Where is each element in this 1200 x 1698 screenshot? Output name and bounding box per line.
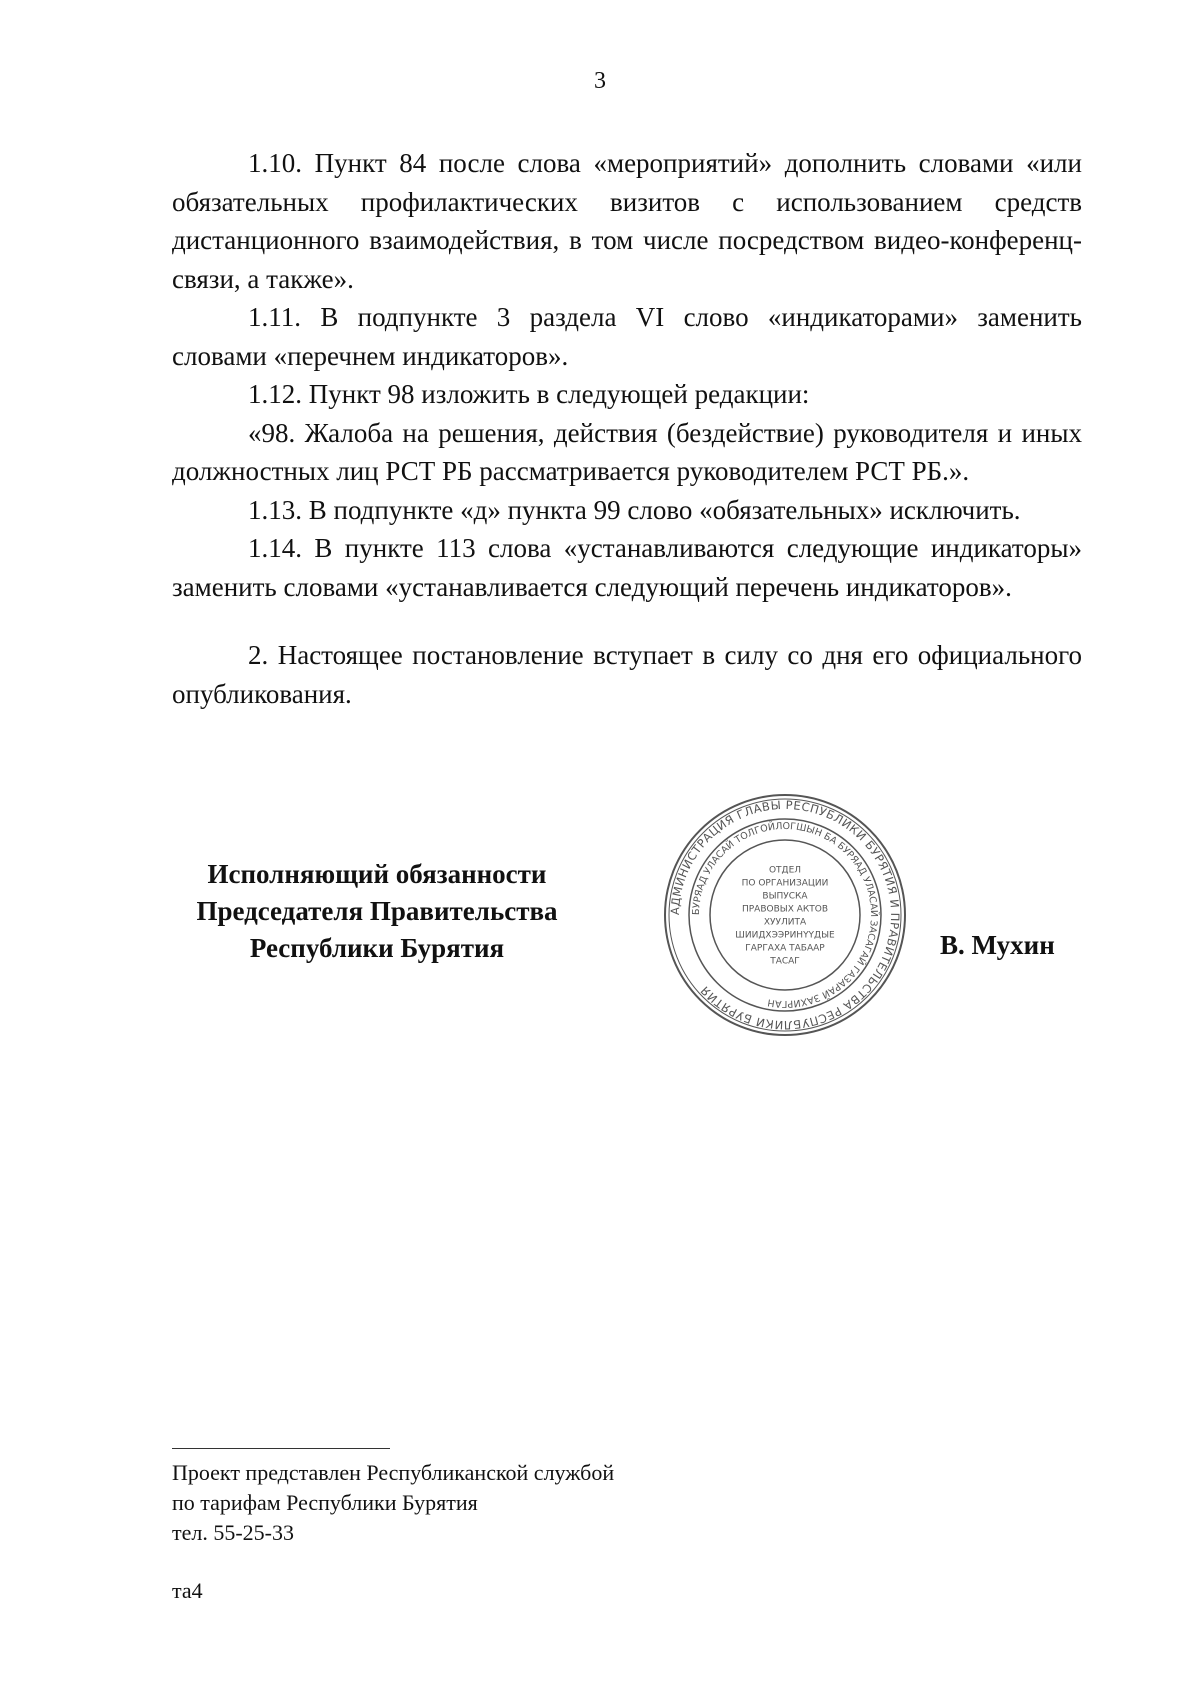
seal-inner-ring-text: БУРЯАД УЛАСАЙ ТОЛГОЙЛОГШЫН БА БУРЯАД УЛАСАЙ ЗАСАГАЙ ГАЗАРАЙ ЗАХИРГАН xyxy=(690,820,880,1010)
paragraph-98-quote: «98. Жалоба на решения, действия (бездействие) руководителя и иных должностных лиц РСТ РБ рассматривается руководителем РСТ РБ.». xyxy=(172,417,1082,486)
document-code: та4 xyxy=(172,1578,203,1603)
paragraph-1-13: 1.13. В подпункте «д» пункта 99 слово «обязательных» исключить. xyxy=(248,494,1021,525)
footnote-line-2: по тарифам Республики Бурятия xyxy=(172,1490,478,1515)
seal-center-text xyxy=(735,866,835,967)
paragraph-1-12: 1.12. Пункт 98 изложить в следующей редакции: xyxy=(248,379,810,409)
paragraph-1-14: 1.14. В пункте 113 слова «устанавливаются следующие индикаторы» заменить словами «устанавливается следующий перечень индикаторов». xyxy=(172,533,1082,602)
seal-center-line: ВЫПУСКА xyxy=(762,891,808,902)
footnote-divider xyxy=(172,1448,390,1449)
paragraph-2: 2. Настоящее постановление вступает в силу со дня его официального опубликования. xyxy=(172,640,1082,709)
paragraph-1-11: 1.11. В подпункте 3 раздела VI слово «индикаторами» заменить словами «перечнем индикаторов». xyxy=(172,302,1082,371)
document-body xyxy=(172,144,1082,713)
seal-center-line: ПО ОРГАНИЗАЦИИ xyxy=(741,878,829,889)
paragraph-1-10: 1.10. Пункт 84 после слова «мероприятий» дополнить словами «или обязательных профилактических визитов с использованием средств дистанционного взаимодействия, в том числе посредством видео-конференц-связи, а также». xyxy=(172,148,1082,294)
seal-center-line: ХУУЛИТА xyxy=(763,917,807,928)
signer-title-line-3: Республики Бурятия xyxy=(249,933,505,963)
seal-outer-text: АДМИНИСТРАЦИЯ ГЛАВЫ РЕСПУБЛИКИ БУРЯТИЯ И ПРАВИТЕЛЬСТВА РЕСПУБЛИКИ БУРЯТИЯ xyxy=(667,797,903,1033)
seal-center-line: ГАРГАХА ТАБААР xyxy=(745,943,825,954)
seal-center-line: ШИИДХЭЭРИНҮҮДЫЕ xyxy=(735,930,835,941)
footnote xyxy=(172,1458,614,1548)
signer-title-line-2: Председателя Правительства xyxy=(196,896,558,926)
signer-name: В. Мухин xyxy=(940,930,1055,960)
footnote-phone: тел. 55-25-33 xyxy=(172,1520,295,1545)
seal-center-line: ОТДЕЛ xyxy=(768,865,802,876)
signature-block xyxy=(172,856,582,967)
footnote-line-1: Проект представлен Республиканской службой xyxy=(172,1460,615,1485)
official-seal xyxy=(660,790,910,1040)
signer-title-line-1: Исполняющий обязанности xyxy=(207,859,547,889)
seal-center-line: ТАСАГ xyxy=(770,956,800,967)
seal-center-line: ПРАВОВЫХ АКТОВ xyxy=(741,904,829,915)
page-number: 3 xyxy=(594,68,606,94)
